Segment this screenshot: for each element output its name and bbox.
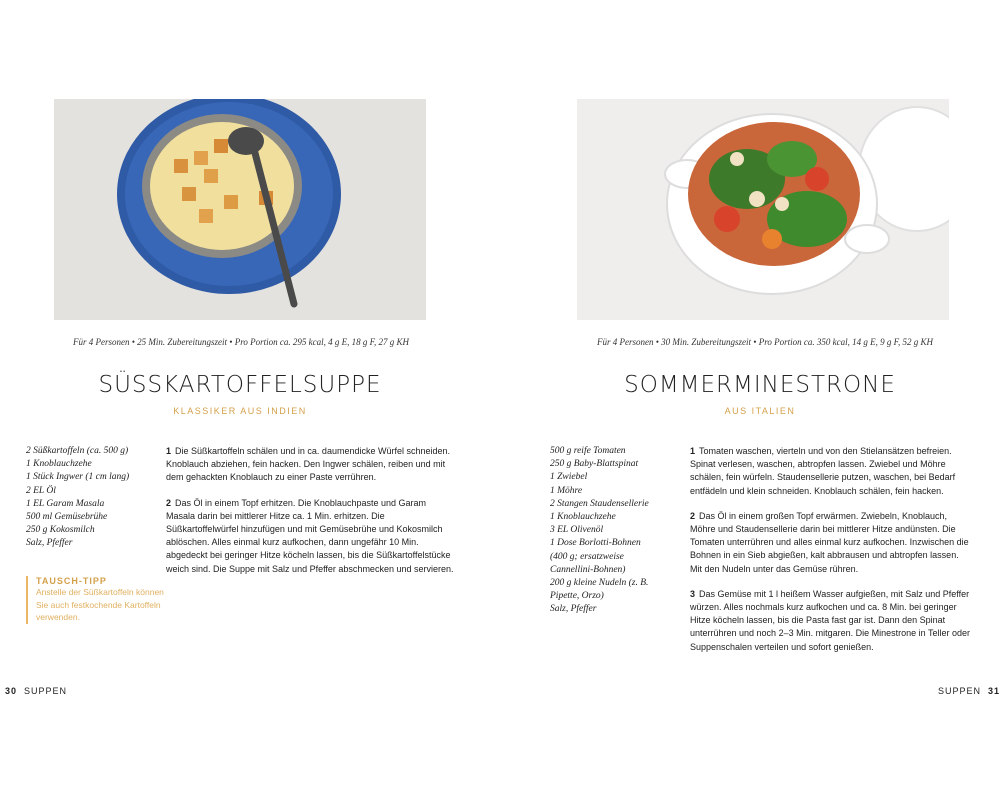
right-page — [500, 0, 1000, 800]
section-label: SUPPEN — [24, 686, 68, 696]
sweet-potato-soup-photo — [54, 99, 426, 320]
page-number: 31 — [988, 686, 1000, 696]
page-footer — [938, 686, 1000, 696]
page-number: 30 — [5, 686, 18, 696]
step — [690, 588, 973, 654]
ingredient-item: 500 g reife Tomaten — [550, 446, 626, 456]
ingredient-item: 1 Möhre — [550, 485, 583, 496]
ingredient-item: Salz, Pfeffer — [550, 604, 597, 615]
ingredient-item: 1 EL Garam Masala — [26, 498, 105, 509]
step — [690, 445, 973, 498]
step-text: Das Öl in einem Topf erhitzen. Die Knoblauchpaste und Garam Masala darin bei mittlerer Hitze ca. 1 Min. erhitzen. Die Süßkartoffelwürfel hinzufügen und mit Gemüsebrühe und Kokosmilch ablöschen. Alles einmal kurz aufkochen, dann ungefähr 10 Min. abgedeckt bei geringer Hitze köcheln lassen, bis die Süßkartoffelstücke weich sind. Die Suppe mit Salz und Pfeffer abschmecken und servieren. — [166, 497, 454, 574]
step-number: 3 — [690, 588, 696, 599]
ingredient-item: 1 Knoblauchzehe — [550, 512, 616, 523]
swap-tip-box — [26, 576, 176, 624]
recipe-subtitle: AUS ITALIEN — [724, 406, 796, 416]
step-text: Das Öl in einem großen Topf erwärmen. Zwiebeln, Knoblauch, Möhre und Staudensellerie darin bei mittlerer Hitze andünsten. Die Tomaten unterrühren und alles einmal kurz aufkochen. Inzwischen die Bohnen in ein Sieb abgießen, kalt abbrausen und abtropfen lassen. Mit den Nudeln unter das Gemüse rühren. — [690, 510, 969, 574]
ingredient-item: 1 Stück Ingwer (1 cm lang) — [26, 472, 130, 483]
ingredient-item: 2 Stangen Staudensellerie — [550, 498, 649, 509]
step-text: Das Gemüse mit 1 l heißem Wasser aufgießen, mit Salz und Pfeffer würzen. Alles nochmals kurz aufkochen und ca. 8 Min. bei geringer Hitze köcheln lassen, bis die Pasta fast gar ist. Dann den Spinat unterrühren und noch 2–3 Min. mitgaren. Die Minestrone in Teller oder Suppenschalen verteilen und sofort genießen. — [690, 588, 970, 652]
instruction-steps — [690, 445, 973, 666]
step-number: 2 — [166, 497, 172, 508]
section-label: SUPPEN — [938, 686, 982, 696]
ingredient-list — [26, 445, 156, 551]
recipe-meta: Für 4 Personen • 30 Min. Zubereitungszeit • Pro Portion ca. 350 kcal, 14 g E, 9 g F, 52 g KH — [597, 337, 933, 347]
ingredient-item: 200 g kleine Nudeln (z. B. Pipette, Orzo) — [550, 578, 649, 602]
step-number: 1 — [166, 446, 172, 456]
step — [690, 510, 973, 576]
ingredient-item: 250 g Baby-Blattspinat — [550, 459, 639, 470]
ingredient-list — [550, 445, 660, 617]
ingredient-item: 500 ml Gemüsebrühe — [26, 512, 108, 523]
step-number: 2 — [690, 510, 696, 521]
recipe-subtitle: KLASSIKER AUS INDIEN — [173, 406, 307, 416]
recipe-title: SOMMERMINESTRONE — [624, 372, 896, 398]
recipe-title: SÜSSKARTOFFELSUPPE — [98, 372, 382, 398]
ingredient-item: 3 EL Olivenöl — [550, 525, 604, 536]
instruction-steps — [166, 445, 456, 588]
step-number: 1 — [690, 446, 696, 456]
ingredient-item: 250 g Kokosmilch — [26, 525, 95, 536]
step-text: Tomaten waschen, vierteln und von den Stielansätzen befreien. Spinat verlesen, waschen, abtropfen lassen. Zwiebel und Möhre schälen, fein würfeln. Staudensellerie putzen, waschen, bei Bedarf entfädeln und klein schneiden. Knoblauch schälen, fein hacken. — [690, 446, 956, 496]
step — [166, 445, 456, 485]
recipe-meta: Für 4 Personen • 25 Min. Zubereitungszeit • Pro Portion ca. 295 kcal, 4 g E, 18 g F, 27 g KH — [73, 337, 409, 347]
step-text: Die Süßkartoffeln schälen und in ca. daumendicke Würfel schneiden. Knoblauch abziehen, fein hacken. Den Ingwer schälen, reiben und mit dem gehackten Knoblauch zu einer Paste verrühren. — [166, 446, 451, 483]
page-footer — [5, 686, 67, 696]
ingredient-item: 1 Dose Borlotti-Bohnen (400 g; ersatzweise Cannellini-Bohnen) — [550, 538, 641, 575]
ingredient-item: 1 Zwiebel — [550, 472, 588, 483]
ingredient-item: 2 Süßkartoffeln (ca. 500 g) — [26, 446, 129, 456]
minestrone-photo — [577, 99, 949, 320]
tip-text: Anstelle der Süßkartoffeln können Sie auch festkochende Kartoffeln verwenden. — [36, 587, 164, 622]
ingredient-item: Salz, Pfeffer — [26, 538, 73, 549]
tip-title: TAUSCH-TIPP — [36, 576, 107, 586]
ingredient-item: 2 EL Öl — [26, 485, 56, 496]
ingredient-item: 1 Knoblauchzehe — [26, 459, 92, 470]
step — [166, 497, 456, 576]
